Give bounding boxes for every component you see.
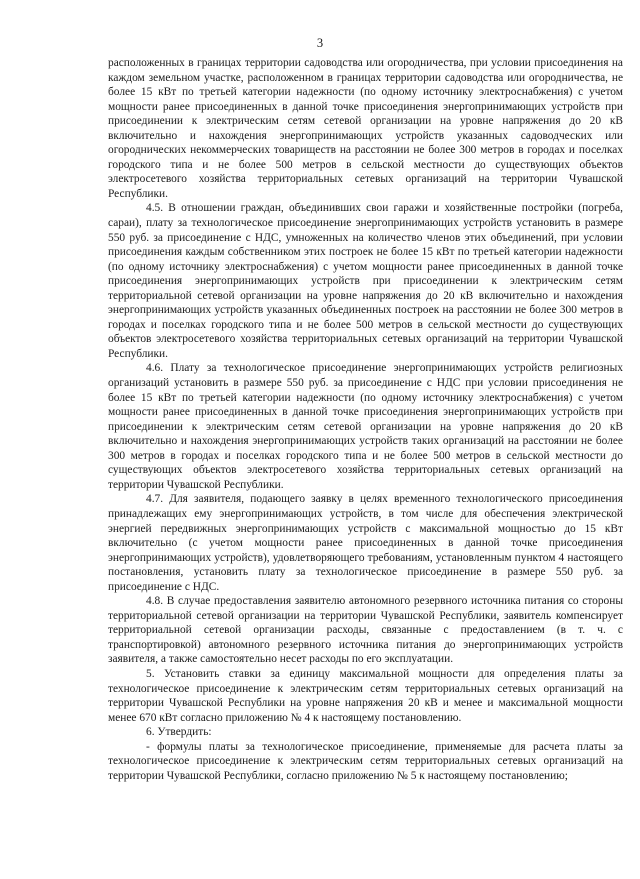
paragraph-4-6: 4.6. Плату за технологическое присоединение энергопринимающих устройств религиозных организаций установить в размере 550 руб. за присоединение с НДС при условии присоединения не более 15 кВт по третьей категории надежности (по одному источнику электроснабжения) с учетом мощности ранее присоединенных в данной точке присоединения энергопринимающих устройств при присоединении к электрическим сетям сетевой организации на уровне напряжения до 20 кВ включительно и нахождения энергопринимающих устройств таких организаций на расстоянии не более 300 метров в городах и поселках городского типа и не более 500 метров в сельской местности до существующих объектов электросетевого хозяйства территориальных сетевых организаций на территории Чувашской Республики. bbox=[108, 362, 623, 491]
paragraph-5: 5. Установить ставки за единицу максимальной мощности для определения платы за технологическое присоединение к электрическим сетям территориальных сетевых организаций на территории Чувашской Республики на уровне напряжения 20 кВ и менее и максимальной мощности менее 670 кВт согласно приложению № 4 к настоящему постановлению. bbox=[108, 667, 623, 724]
document-body bbox=[108, 56, 623, 783]
paragraph-4-7: 4.7. Для заявителя, подающего заявку в целях временного технологического присоединения принадлежащих ему энергопринимающих устройств, в том числе для обеспечения электрической энергией передвижных энергопринимающих устройств с максимальной мощностью до 15 кВт включительно (с учетом мощности ранее присоединенных в данной точке присоединения энергопринимающих устройств), удовлетворяющего требованиям, установленным пунктом 4 настоящего постановления, установить плату за технологическое присоединение в размере 550 руб. за присоединение с НДС. bbox=[108, 493, 623, 593]
paragraph-4-5: 4.5. В отношении граждан, объединивших свои гаражи и хозяйственные постройки (погреба, сараи), плату за технологическое присоединение энергопринимающих устройств установить в размере 550 руб. за присоединение с НДС, умноженных на количество членов этих объединений, при условии присоединения каждым собственником этих построек не более 15 кВт по третьей категории надежности (по одному источнику электроснабжения) с учетом мощности ранее присоединенных в данной точке присоединения энергопринимающих устройств при присоединении к электрическим сетям территориальной сетевой организации на уровне напряжения до 20 кВ включительно и нахождения энергопринимающих устройств указанных объединенных построек на расстоянии не более 300 метров в городах и поселках городского типа и не более 500 метров в сельской местности до существующих объектов электросетевого хозяйства территориальных сетевых организаций на территории Чувашской Республики. bbox=[108, 202, 623, 360]
paragraph-4-8: 4.8. В случае предоставления заявителю автономного резервного источника питания со стороны территориальной сетевой организации на территории Чувашской Республики, заявитель компенсирует территориальной сетевой организации расходы, связанные с предоставлением (в т. ч. с транспортировкой) автономного резервного источника питания до энергопринимающих устройств заявителя, а также самостоятельно несет расходы по его эксплуатации. bbox=[108, 595, 623, 666]
paragraph-6-item-1: - формулы платы за технологическое присоединение, применяемые для расчета платы за технологическое присоединение к электрическим сетям территориальных сетевых организаций на территории Чувашской Республики, согласно приложению № 5 к настоящему постановлению; bbox=[108, 740, 623, 782]
page-number: 3 bbox=[316, 36, 324, 50]
paragraph-6: 6. Утвердить: bbox=[146, 726, 212, 739]
paragraph-4-4-continuation: расположенных в границах территории садоводства или огородничества, при условии присоединения на каждом земельном участке, расположенном в границах территории садоводства или огородничества, не более 15 кВт по третьей категории надежности (по одному источнику электроснабжения) с учетом мощности ранее присоединенных в данной точке присоединения энергопринимающих устройств при присоединении к электрическим сетям сетевой организации на уровне напряжения до 20 кВ включительно и нахождения энергопринимающих устройств указанных садоводческих или огороднических некоммерческих товариществ на расстоянии не более 300 метров в городах и поселках городского типа и не более 500 метров в сельской местности до существующих объектов электросетевого хозяйства территориальных сетевых организаций на территории Чувашской Республики. bbox=[108, 57, 623, 200]
